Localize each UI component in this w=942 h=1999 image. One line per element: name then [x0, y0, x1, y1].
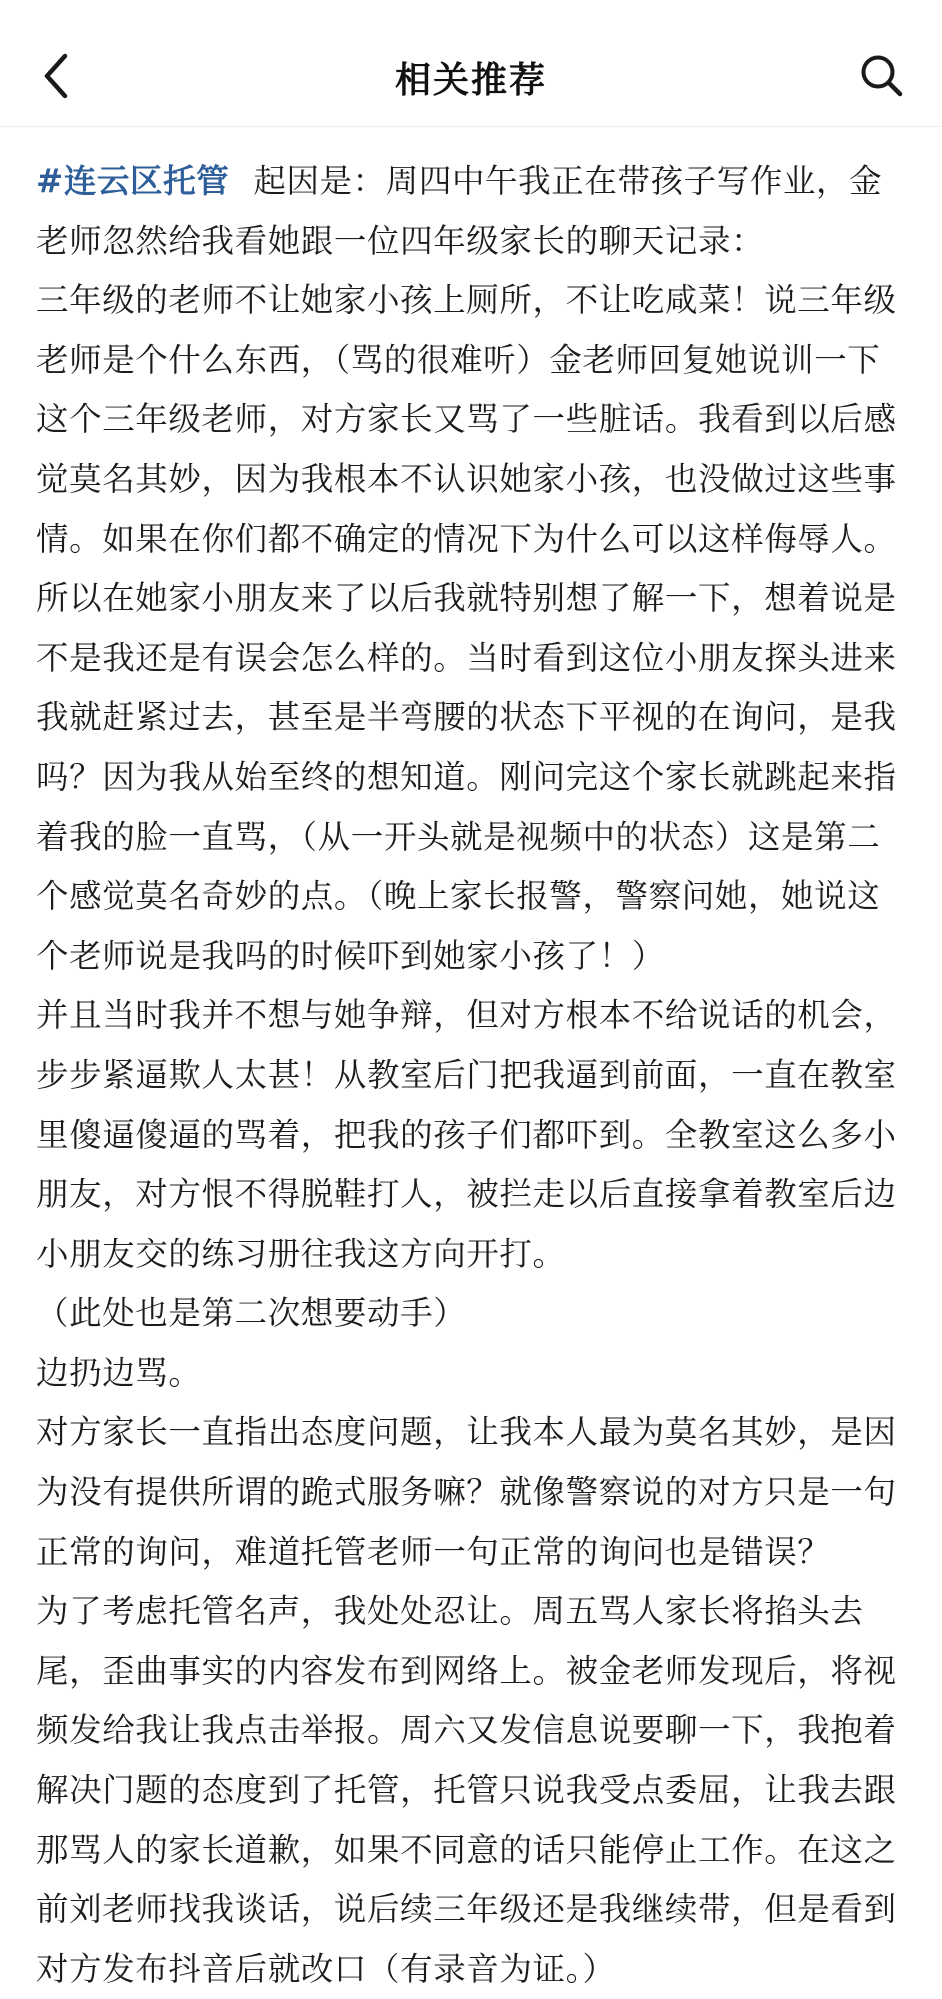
post-paragraph-4: 并且当时我并不想与她争辩，但对方根本不给说话的机会，步步紧逼欺人太甚！从教室后门把我逼到前面，一直在教室里傻逼傻逼的骂着，把我的孩子们都吓到。全教室这么多小朋友，对方恨不得脱鞋打人，被拦走以后直接拿着教室后边小朋友交的练习册往我这方向开打。 [36, 996, 897, 1273]
post-paragraph-2: 三年级的老师不让她家小孩上厕所，不让吃咸菜！说三年级老师是个什么东西，（骂的很难听）金老师回复她说训一下这个三年级老师，对方家长又骂了一些脏话。我看到以后感觉莫名其妙，因为我根本不认识她家小孩，也没做过这些事情。如果在你们都不确定的情况下为什么可以这样侮辱人。 [36, 281, 897, 558]
post-content [36, 152, 906, 1999]
page-title: 相关推荐 [394, 60, 547, 101]
hashtag-link[interactable]: #连云区托管 [36, 162, 230, 200]
post-paragraph-3: 所以在她家小朋友来了以后我就特别想了解一下，想着说是不是我还是有误会怎么样的。当时看到这位小朋友探头进来我就赶紧过去，甚至是半弯腰的状态下平视的在询问，是我吗？因为我从始至终的想知道。刚问完这个家长就跳起来指着我的脸一直骂，（从一开头就是视频中的状态）这是第二个感觉莫名奇妙的点。（晚上家长报警，警察问她，她说这个老师说是我吗的时候吓到她家小孩了！） [36, 579, 897, 975]
search-icon [859, 53, 905, 99]
post-paragraph-8: 为了考虑托管名声，我处处忍让。周五骂人家长将掐头去尾，歪曲事实的内容发布到网络上。被金老师发现后，将视频发给我让我点击举报。周六又发信息说要聊一下，我抱着解决门题的态度到了托管，托管只说我受点委屈，让我去跟那骂人的家长道歉，如果不同意的话只能停止工作。在这之前刘老师找我谈话，说后续三年级还是我继续带，但是看到对方发布抖音后就改口（有录音为证。） [36, 1592, 897, 1988]
search-button[interactable] [850, 44, 914, 108]
paragraph-text: 起因是：周四中午我正在带孩子写作业，金老师忽然给我看她跟一位四年级家长的聊天记录： [36, 162, 883, 260]
top-nav-bar [0, 0, 942, 127]
post-paragraph-1 [36, 152, 906, 271]
post-paragraph-7: 对方家长一直指出态度问题，让我本人最为莫名其妙，是因为没有提供所谓的跪式服务嘛？就像警察说的对方只是一句正常的询问，难道托管老师一句正常的询问也是错误？ [36, 1413, 897, 1571]
post-paragraph-6: 边扔边骂。 [36, 1353, 202, 1392]
post-paragraph-5: （此处也是第二次想要动手） [36, 1294, 467, 1333]
